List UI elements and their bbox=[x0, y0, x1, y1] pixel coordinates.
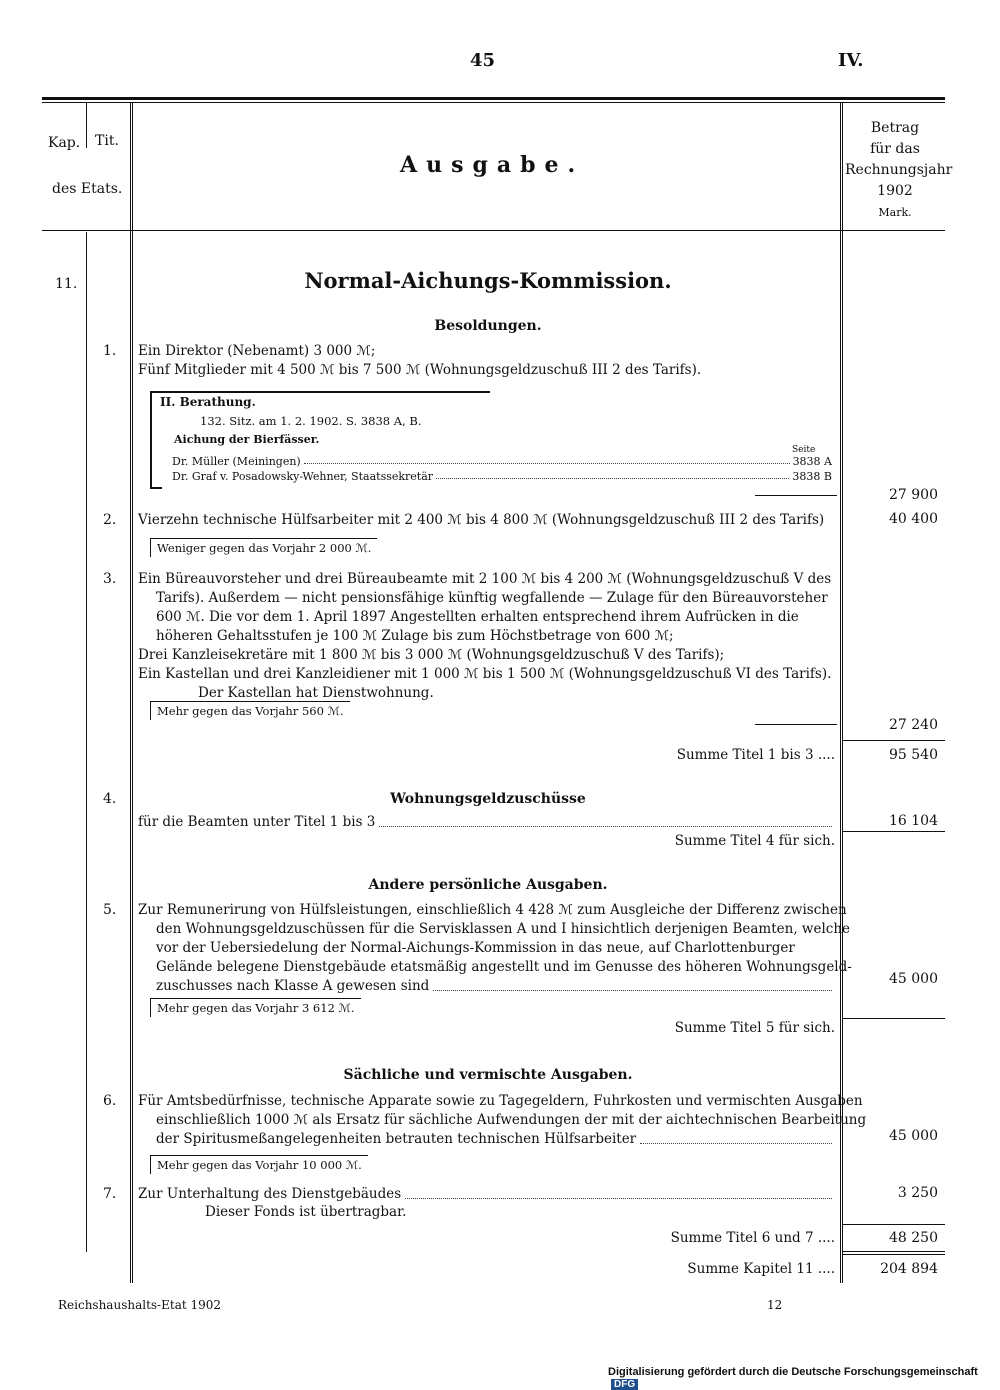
sum-6-7-amount: 48 250 bbox=[889, 1230, 938, 1246]
titel-5-note: Mehr gegen das Vorjahr 3 612 ℳ. bbox=[150, 998, 361, 1017]
titel-3-note: Mehr gegen das Vorjahr 560 ℳ. bbox=[150, 701, 350, 720]
note-row-2-page: 3838 B bbox=[792, 470, 832, 483]
header-rule bbox=[42, 230, 945, 231]
titel-1-subtotal-rule bbox=[755, 495, 837, 496]
titel-6-leader bbox=[640, 1130, 832, 1144]
titel-7-line-2: Dieser Fonds ist übertragbar. bbox=[205, 1204, 407, 1220]
header-amount bbox=[845, 118, 953, 223]
titel-3-line-6: Ein Kastellan und drei Kanzleidiener mit 1 000 ℳ bis 1 500 ℳ (Wohnungsgeldzuschuß VI des Tarifs). bbox=[138, 666, 832, 682]
tit-column-line-2 bbox=[132, 103, 133, 1283]
header-amount-line-4: 1902 bbox=[877, 183, 913, 199]
note-row-1-leader bbox=[304, 455, 790, 464]
titel-3-line-3: 600 ℳ. Die vor dem 1. April 1897 Angestellten erhalten entsprechend ihrem Aufrücken in die bbox=[156, 609, 799, 625]
titel-5-line-1: Zur Remunerirung von Hülfsleistungen, einschließlich 4 428 ℳ zum Ausgleiche der Differenz zwischen bbox=[138, 902, 847, 918]
chapter-number: 11. bbox=[55, 276, 78, 292]
titel-4-text bbox=[138, 813, 836, 832]
note-row-1-page: 3838 A bbox=[792, 455, 832, 468]
titel-7-leader bbox=[405, 1185, 832, 1199]
titel-2-text: Vierzehn technische Hülfsarbeiter mit 2 400 ℳ bis 4 800 ℳ (Wohnungsgeldzuschuß III 2 des Tarifs) bbox=[138, 512, 825, 528]
sum-1-3-amount: 95 540 bbox=[889, 747, 938, 763]
titel-5-line-4: Gelände belegene Dienstgebäude etatsmäßig angestellt und im Genusse des höheren Wohnungsgeld- bbox=[156, 959, 852, 975]
chapter-title: Normal-Aichungs-Kommission. bbox=[304, 268, 672, 293]
sum-6-7-rule bbox=[843, 1251, 945, 1252]
header-amount-line-1: Betrag bbox=[870, 120, 920, 136]
note-row-2 bbox=[172, 470, 832, 483]
titel-1-line-2: Fünf Mitglieder mit 4 500 ℳ bis 7 500 ℳ (Wohnungsgeldzuschuß III 2 des Tarifs). bbox=[138, 362, 702, 378]
titel-6-line-1: Für Amtsbedürfnisse, technische Apparate sowie zu Tagegeldern, Fuhrkosten und vermischten Ausgaben bbox=[138, 1093, 863, 1109]
section-wohnungsgeld: Wohnungsgeldzuschüsse bbox=[390, 791, 586, 807]
section-saechliche: Sächliche und vermischte Ausgaben. bbox=[343, 1067, 633, 1083]
titel-6-line-2: einschließlich 1000 ℳ als Ersatz für sächliche Aufwendungen der mit der aichtechnischen Bearbeitung bbox=[156, 1112, 867, 1128]
note-row-1-name: Dr. Müller (Meiningen) bbox=[172, 455, 301, 468]
note-row-1 bbox=[172, 455, 832, 468]
top-rule bbox=[42, 97, 945, 100]
header-title: Ausgabe. bbox=[400, 152, 585, 178]
titel-4-number: 4. bbox=[103, 791, 117, 807]
dfg-credit bbox=[608, 1366, 1000, 1390]
titel-1-line-1: Ein Direktor (Nebenamt) 3 000 ℳ; bbox=[138, 343, 376, 359]
titel-3-line-7: Der Kastellan hat Dienstwohnung. bbox=[198, 685, 434, 701]
titel-6-line-3 bbox=[138, 1130, 836, 1149]
sum-6-7-rule-2 bbox=[843, 1254, 945, 1255]
titel-2-number: 2. bbox=[103, 512, 117, 528]
footer-left: Reichshaushalts-Etat 1902 bbox=[58, 1298, 222, 1312]
header-tit: Tit. bbox=[95, 133, 119, 149]
part-number: IV. bbox=[838, 50, 864, 71]
note-row-2-name: Dr. Graf v. Posadowsky-Wehner, Staatssekretär bbox=[172, 470, 434, 483]
titel-5-rule bbox=[843, 1018, 945, 1019]
header-kap: Kap. bbox=[48, 135, 81, 151]
sum-1-3-rule bbox=[843, 740, 945, 741]
kap-column-line bbox=[86, 232, 87, 1252]
sum-6-7-label: Summe Titel 6 und 7 .... bbox=[670, 1230, 835, 1246]
titel-2-amount: 40 400 bbox=[889, 511, 938, 527]
titel-4-rule bbox=[843, 831, 945, 832]
titel-2-note: Weniger gegen das Vorjahr 2 000 ℳ. bbox=[150, 538, 377, 557]
titel-6-text bbox=[138, 1092, 866, 1149]
titel-4-sum: Summe Titel 4 für sich. bbox=[674, 833, 835, 849]
page-number: 45 bbox=[470, 50, 496, 71]
titel-5-amount: 45 000 bbox=[889, 971, 938, 987]
sum-1-3-label: Summe Titel 1 bis 3 .... bbox=[676, 747, 835, 763]
titel-7-rule bbox=[843, 1224, 945, 1225]
titel-4-line: für die Beamten unter Titel 1 bis 3 bbox=[138, 814, 376, 830]
note-bracket-bottom bbox=[150, 487, 162, 489]
note-bracket-line bbox=[150, 391, 152, 488]
header-amount-line-2: für das bbox=[870, 141, 920, 157]
titel-4-amount: 16 104 bbox=[889, 813, 938, 829]
note-bracket-top bbox=[150, 391, 490, 393]
kap-tit-divider bbox=[86, 103, 87, 148]
titel-7-line: Zur Unterhaltung des Dienstgebäudes bbox=[138, 1186, 402, 1202]
titel-5-number: 5. bbox=[103, 902, 117, 918]
header-currency: Mark. bbox=[878, 206, 912, 219]
titel-1-number: 1. bbox=[103, 343, 117, 359]
note-row-2-leader bbox=[436, 470, 789, 479]
titel-3-subtotal-rule bbox=[755, 724, 837, 725]
titel-6-line-3-text: der Spiritusmeßangelegenheiten betrauten technischen Hülfsarbeiter bbox=[156, 1131, 637, 1147]
titel-3-line-1: Ein Büreauvorsteher und drei Büreaubeamte mit 2 100 ℳ bis 4 200 ℳ (Wohnungsgeldzuschuß V des bbox=[138, 571, 832, 587]
dfg-logo: DFG bbox=[611, 1379, 638, 1390]
section-besoldungen: Besoldungen. bbox=[434, 318, 542, 334]
titel-6-note: Mehr gegen das Vorjahr 10 000 ℳ. bbox=[150, 1155, 368, 1174]
section-andere-persoenliche: Andere persönliche Ausgaben. bbox=[368, 877, 608, 893]
note-sub: Aichung der Bierfässer. bbox=[174, 433, 320, 446]
sum-kapitel-label: Summe Kapitel 11 .... bbox=[687, 1261, 835, 1277]
titel-6-number: 6. bbox=[103, 1093, 117, 1109]
titel-5-line-3: vor der Uebersiedelung der Normal-Aichungs-Kommission in das neue, auf Charlottenburger bbox=[156, 940, 795, 956]
titel-5-line-5 bbox=[138, 977, 836, 996]
note-seite: Seite bbox=[792, 445, 816, 455]
titel-5-leader bbox=[433, 977, 832, 991]
titel-6-amount: 45 000 bbox=[889, 1128, 938, 1144]
titel-3-amount: 27 240 bbox=[889, 717, 938, 733]
titel-7-number: 7. bbox=[103, 1186, 117, 1202]
header-des-etats: des Etats. bbox=[52, 181, 123, 197]
titel-3-text bbox=[138, 570, 831, 703]
titel-3-line-5: Drei Kanzleisekretäre mit 1 800 ℳ bis 3 000 ℳ (Wohnungsgeldzuschuß V des Tarifs); bbox=[138, 647, 725, 663]
titel-5-line-5-text: zuschusses nach Klasse A gewesen sind bbox=[156, 978, 430, 994]
footer-page: 12 bbox=[767, 1298, 783, 1312]
titel-5-text bbox=[138, 901, 852, 996]
sum-kapitel-amount: 204 894 bbox=[880, 1261, 938, 1277]
titel-5-line-2: den Wohnungsgeldzuschüssen für die Servisklassen A und I hinsichtlich derjenigen Beamten, welche bbox=[156, 921, 851, 937]
header-amount-line-3: Rechnungsjahr bbox=[845, 162, 953, 178]
titel-4-leader bbox=[379, 813, 832, 827]
titel-3-line-4: höheren Gehaltsstufen je 100 ℳ Zulage bis zum Höchstbetrage von 600 ℳ; bbox=[156, 628, 674, 644]
titel-1-text bbox=[138, 342, 701, 380]
berathung-note bbox=[150, 391, 838, 488]
titel-7-amount: 3 250 bbox=[897, 1185, 938, 1201]
titel-3-number: 3. bbox=[103, 571, 117, 587]
dfg-credit-text: Digitalisierung gefördert durch die Deutsche Forschungsgemeinschaft bbox=[608, 1366, 978, 1378]
note-ref: 132. Sitz. am 1. 2. 1902. S. 3838 A, B. bbox=[200, 414, 422, 428]
titel-3-line-2: Tarifs). Außerdem — nicht pensionsfähige künftig wegfallende — Zulage für den Büreauvorsteher bbox=[156, 590, 828, 606]
titel-1-amount: 27 900 bbox=[889, 487, 938, 503]
tit-column-line bbox=[130, 103, 131, 1283]
titel-5-sum: Summe Titel 5 für sich. bbox=[674, 1020, 835, 1036]
titel-7-text bbox=[138, 1185, 836, 1204]
note-head: II. Berathung. bbox=[160, 395, 256, 409]
top-rule-thin bbox=[42, 102, 945, 103]
